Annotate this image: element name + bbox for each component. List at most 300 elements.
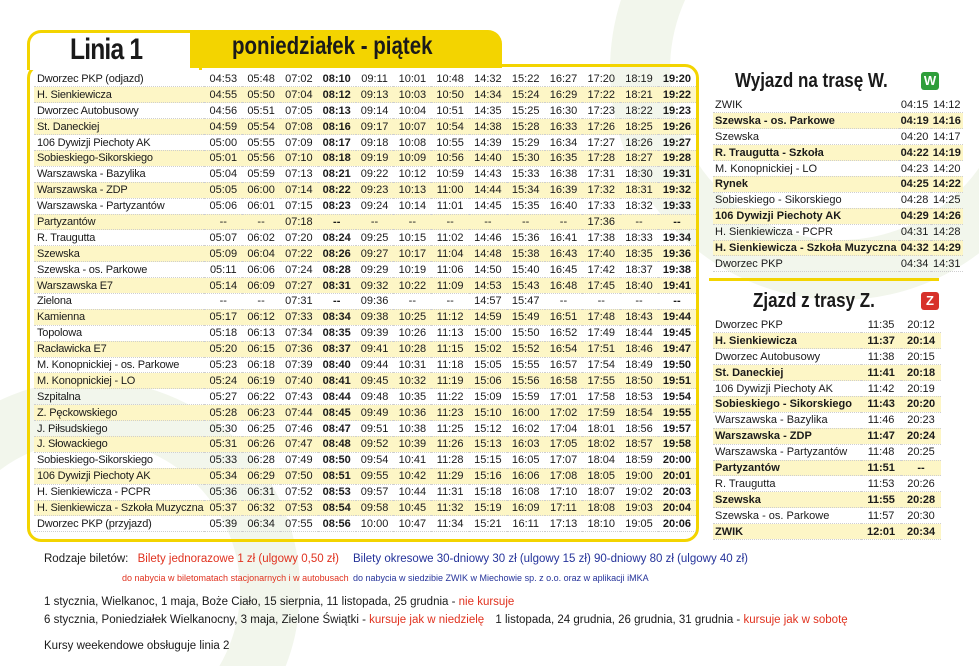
departure-time: 14:32 [469, 71, 507, 87]
departure-time: 14:26 [932, 210, 961, 223]
departure-time: 05:23 [204, 357, 242, 373]
departure-time: 11:02 [431, 230, 469, 246]
departure-time: 05:01 [204, 150, 242, 166]
single-tickets: Bilety jednorazowe 1 zł (ulgowy 0,50 zł) [137, 553, 339, 565]
table-row [34, 103, 696, 119]
departure-time: 18:50 [620, 373, 658, 389]
table-row [713, 365, 941, 381]
departure-time: 08:28 [318, 262, 356, 278]
table-row [34, 357, 696, 373]
departure-time: 06:29 [242, 468, 280, 484]
departure-time: 11:01 [431, 198, 469, 214]
departure-time: 09:36 [356, 293, 394, 309]
departure-time: 11:29 [431, 468, 469, 484]
departure-time: 19:41 [658, 278, 696, 294]
departure-time: 19:03 [620, 500, 658, 516]
departure-time: 15:38 [507, 246, 545, 262]
departure-time: 20:06 [658, 516, 696, 532]
departure-time: 08:16 [318, 119, 356, 135]
departure-time: 17:31 [582, 166, 620, 182]
departure-time: 10:19 [393, 262, 431, 278]
departure-time: 19:58 [658, 436, 696, 452]
departure-time: 15:22 [507, 71, 545, 87]
departure-time: 07:18 [280, 214, 318, 230]
departure-time: 10:54 [431, 119, 469, 135]
departure-time: 18:26 [620, 135, 658, 151]
return-panel-title: Zjazd z trasy Z. [753, 290, 875, 312]
departure-time: 09:44 [356, 357, 394, 373]
stop-name: 106 Dywizji Piechoty AK [713, 208, 899, 224]
departure-time: 14:17 [931, 129, 963, 145]
departure-time: 07:02 [280, 71, 318, 87]
table-row [34, 516, 696, 532]
departure-time: 18:43 [620, 309, 658, 325]
table-row [34, 468, 696, 484]
departure-time: 10:32 [393, 373, 431, 389]
table-row [34, 484, 696, 500]
tickets-label: Rodzaje biletów: [44, 553, 129, 565]
departure-time: 11:35 [861, 317, 901, 333]
departure-time: 19:44 [658, 309, 696, 325]
departure-time: 14:53 [469, 278, 507, 294]
departure-time: 05:50 [242, 87, 280, 103]
departure-time: 08:48 [318, 436, 356, 452]
departure-time: 15:10 [469, 405, 507, 421]
departure-time: 07:52 [280, 484, 318, 500]
departure-time: 09:55 [356, 468, 394, 484]
departure-time: 04:25 [900, 178, 929, 191]
departure-time: 20:34 [901, 524, 941, 540]
table-row [34, 309, 696, 325]
departure-time: 06:04 [242, 246, 280, 262]
departure-time: 10:51 [431, 103, 469, 119]
departure-time: 18:44 [620, 325, 658, 341]
departure-time: 15:33 [507, 166, 545, 182]
departure-time: 18:01 [582, 421, 620, 437]
departure-time: 07:36 [280, 341, 318, 357]
departure-time: 10:12 [393, 166, 431, 182]
departure-time: 09:54 [356, 452, 394, 468]
table-row [34, 230, 696, 246]
departure-time: 08:34 [318, 309, 356, 325]
stop-name: H. Sienkiewicza - Szkoła Muzyczna [715, 241, 897, 254]
stop-name: Szewska - os. Parkowe [713, 508, 861, 524]
stop-name: Dworzec PKP [713, 256, 899, 272]
table-row [713, 145, 963, 161]
departure-time: 04:32 [900, 241, 929, 254]
days-title: poniedziałek - piątek [232, 32, 433, 60]
stop-name: R. Traugutta [713, 476, 861, 492]
departure-time: 11:06 [431, 262, 469, 278]
table-row [713, 97, 963, 113]
departure-time: 15:16 [469, 468, 507, 484]
departure-time: 15:59 [507, 389, 545, 405]
line-title: Linia 1 [70, 33, 143, 66]
departure-time: 10:31 [393, 357, 431, 373]
departure-time: 15:00 [469, 325, 507, 341]
departure-time: 11:46 [861, 412, 901, 428]
departure-time: 08:35 [318, 325, 356, 341]
departure-time: 05:20 [204, 341, 242, 357]
departure-time: 10:45 [393, 500, 431, 516]
departure-time: 04:20 [899, 129, 931, 145]
departure-time: 17:27 [582, 135, 620, 151]
departure-time: 08:17 [318, 135, 356, 151]
departure-time: 16:33 [545, 119, 583, 135]
departure-time: 05:37 [204, 500, 242, 516]
departure-time: 06:19 [242, 373, 280, 389]
table-row [34, 436, 696, 452]
departure-time: 16:09 [507, 500, 545, 516]
stop-name: Dworzec PKP [713, 317, 861, 333]
departure-time: 16:08 [507, 484, 545, 500]
departure-time: 07:24 [280, 262, 318, 278]
departure-time: 10:50 [431, 87, 469, 103]
stop-name: H. Sienkiewicza - Szkoła Muzyczna [34, 500, 204, 516]
departure-time: 11:31 [431, 484, 469, 500]
departure-time: 17:36 [582, 214, 620, 230]
departure-panel-title: Wyjazd na trasę W. [735, 70, 888, 92]
table-row [34, 198, 696, 214]
departure-time: 07:22 [280, 246, 318, 262]
table-row [34, 182, 696, 198]
departure-time: 04:56 [204, 103, 242, 119]
departure-time: 09:22 [356, 166, 394, 182]
sunday-days: 6 stycznia, Poniedziałek Wielkanocny, 3 maja, Zielone Świątki - [44, 614, 370, 626]
stop-name: R. Traugutta - Szkoła [713, 145, 899, 161]
departure-time: -- [393, 214, 431, 230]
departure-time: 05:54 [242, 119, 280, 135]
main-timetable [34, 71, 696, 532]
departure-time: 18:27 [620, 150, 658, 166]
table-row [34, 389, 696, 405]
table-row [34, 135, 696, 151]
departure-time: 08:40 [318, 357, 356, 373]
departure-time: 17:40 [582, 246, 620, 262]
departure-time: 09:51 [356, 421, 394, 437]
stop-name: Szewska [713, 129, 899, 145]
departure-time: 05:00 [204, 135, 242, 151]
departure-time: 11:22 [431, 389, 469, 405]
sunday-label: kursuje jak w niedzielę [369, 614, 485, 626]
departure-time: 11:55 [861, 492, 901, 508]
stop-name: J. Piłsudskiego [34, 421, 204, 437]
departure-time: 19:57 [658, 421, 696, 437]
departure-time: -- [318, 214, 356, 230]
departure-time: 05:51 [242, 103, 280, 119]
departure-time: 19:00 [620, 468, 658, 484]
departure-time: 15:19 [469, 500, 507, 516]
departure-time: 08:23 [318, 198, 356, 214]
stop-name: St. Daneckiej [34, 119, 204, 135]
departure-time: 11:43 [861, 396, 901, 412]
departure-time: 09:48 [356, 389, 394, 405]
table-row [713, 333, 941, 349]
table-row [713, 428, 941, 444]
departure-time: 19:38 [658, 262, 696, 278]
departure-time: 08:18 [318, 150, 356, 166]
departure-time: 20:20 [901, 396, 941, 412]
departure-time: -- [620, 214, 658, 230]
stop-name: J. Słowackiego [34, 436, 204, 452]
table-row [713, 240, 963, 256]
departure-time: 09:57 [356, 484, 394, 500]
table-row [713, 396, 941, 412]
departure-time: 16:51 [545, 309, 583, 325]
departure-time: 17:28 [582, 150, 620, 166]
departure-time: 05:24 [204, 373, 242, 389]
departure-time: 20:14 [901, 333, 941, 349]
departure-time: 06:02 [242, 230, 280, 246]
departure-time: 16:40 [545, 198, 583, 214]
departure-time: 08:21 [318, 166, 356, 182]
departure-time: 10:07 [393, 119, 431, 135]
departure-time: 16:30 [545, 103, 583, 119]
departure-time: 04:22 [900, 146, 929, 159]
departure-time: -- [469, 214, 507, 230]
stop-name: Szewska [34, 246, 204, 262]
table-row [34, 500, 696, 516]
departure-time: 20:12 [901, 317, 941, 333]
departure-time: 10:26 [393, 325, 431, 341]
departure-time: 19:27 [658, 135, 696, 151]
departure-time: 18:04 [582, 452, 620, 468]
table-row [34, 166, 696, 182]
departure-time: 07:49 [280, 452, 318, 468]
departure-time: 14:44 [469, 182, 507, 198]
departure-time: 10:38 [393, 421, 431, 437]
departure-time: 18:22 [620, 103, 658, 119]
departure-time: 10:03 [393, 87, 431, 103]
departure-time: 15:09 [469, 389, 507, 405]
departure-time: 17:55 [582, 373, 620, 389]
departure-time: 09:17 [356, 119, 394, 135]
departure-time: 16:03 [507, 436, 545, 452]
departure-time: 14:19 [932, 146, 961, 159]
departure-time: -- [545, 293, 583, 309]
departure-time: 07:50 [280, 468, 318, 484]
departure-time: -- [356, 214, 394, 230]
table-row [713, 129, 963, 145]
departure-time: 20:04 [658, 500, 696, 516]
table-row [713, 256, 963, 272]
table-row [713, 224, 963, 240]
stop-name: M. Konopnickiej - os. Parkowe [34, 357, 204, 373]
departure-time: -- [204, 293, 242, 309]
departure-time: 18:07 [582, 484, 620, 500]
departure-time: 09:27 [356, 246, 394, 262]
table-row [713, 161, 963, 177]
departure-time: 17:02 [545, 405, 583, 421]
departure-time: 11:53 [861, 476, 901, 492]
departure-time: 14:22 [932, 178, 961, 191]
table-row [34, 373, 696, 389]
departure-time: 19:45 [658, 325, 696, 341]
table-row [713, 317, 941, 333]
departure-time: 07:55 [280, 516, 318, 532]
departure-panel [709, 69, 961, 272]
departure-time: 15:49 [507, 309, 545, 325]
departure-time: 08:12 [318, 87, 356, 103]
departure-time: 06:15 [242, 341, 280, 357]
departure-time: 14:28 [931, 224, 963, 240]
departure-time: 08:53 [318, 484, 356, 500]
departure-time: 16:35 [545, 150, 583, 166]
departure-time: -- [393, 293, 431, 309]
stop-name: Racławicka E7 [34, 341, 204, 357]
departure-time: 10:59 [431, 166, 469, 182]
departure-time: 09:38 [356, 309, 394, 325]
departure-time: 11:57 [861, 508, 901, 524]
departure-time: 06:26 [242, 436, 280, 452]
departure-time: 15:43 [507, 278, 545, 294]
departure-time: 05:18 [204, 325, 242, 341]
stop-name: Szpitalna [34, 389, 204, 405]
departure-time: 09:52 [356, 436, 394, 452]
departure-time: 09:19 [356, 150, 394, 166]
departure-time: 16:02 [507, 421, 545, 437]
departure-time: 10:35 [393, 389, 431, 405]
departure-time: 09:13 [356, 87, 394, 103]
departure-time: 14:38 [469, 119, 507, 135]
departure-time: 18:35 [620, 246, 658, 262]
departure-time: 14:12 [931, 97, 963, 113]
period-tickets-note: do nabycia w siedzibie ZWIK w Miechowie sp. z o.o. oraz w aplikacji iMKA [353, 573, 649, 583]
departure-time: 17:38 [582, 230, 620, 246]
departure-time: 07:34 [280, 325, 318, 341]
departure-time: 18:46 [620, 341, 658, 357]
departure-time: 17:45 [582, 278, 620, 294]
departure-time: 17:26 [582, 119, 620, 135]
departure-time: 05:04 [204, 166, 242, 182]
departure-time: 07:33 [280, 309, 318, 325]
departure-time: 07:39 [280, 357, 318, 373]
departure-time: -- [431, 293, 469, 309]
departure-time: 16:05 [507, 452, 545, 468]
departure-time: 17:48 [582, 309, 620, 325]
stop-name: Sobieskiego-Sikorskiego [34, 452, 204, 468]
departure-time: 04:29 [900, 210, 929, 223]
departure-time: 19:34 [658, 230, 696, 246]
departure-time: 16:41 [545, 230, 583, 246]
departure-time: 17:07 [545, 452, 583, 468]
departure-time: 04:28 [899, 192, 931, 208]
departure-time: 16:45 [545, 262, 583, 278]
departure-time: 09:49 [356, 405, 394, 421]
departure-time: 20:00 [658, 452, 696, 468]
departure-time: 09:23 [356, 182, 394, 198]
departure-time: 11:26 [431, 436, 469, 452]
departure-time: 17:42 [582, 262, 620, 278]
departure-time: 07:43 [280, 389, 318, 405]
departure-time: 10:39 [393, 436, 431, 452]
departure-time: 07:44 [280, 405, 318, 421]
table-row [34, 293, 696, 309]
departure-time: 11:41 [861, 365, 901, 381]
departure-time: 07:10 [280, 150, 318, 166]
departure-time: 19:22 [658, 87, 696, 103]
table-row [34, 119, 696, 135]
departure-time: 16:06 [507, 468, 545, 484]
departure-time: 15:36 [507, 230, 545, 246]
departure-time: 15:50 [507, 325, 545, 341]
departure-time: 10:48 [431, 71, 469, 87]
departure-time: 08:47 [318, 421, 356, 437]
departure-time: 11:04 [431, 246, 469, 262]
departure-time: 08:13 [318, 103, 356, 119]
departure-time: 19:55 [658, 405, 696, 421]
stop-name: M. Konopnickiej - LO [34, 373, 204, 389]
table-row [34, 341, 696, 357]
departure-time: 16:38 [545, 166, 583, 182]
departure-time: 05:11 [204, 262, 242, 278]
departure-time: 14:29 [932, 241, 961, 254]
departure-time: 14:50 [469, 262, 507, 278]
departure-time: 19:32 [658, 182, 696, 198]
departure-time: 05:28 [204, 405, 242, 421]
departure-time: 11:15 [431, 341, 469, 357]
departure-time: 19:54 [658, 389, 696, 405]
departure-time: 06:31 [242, 484, 280, 500]
return-table [713, 317, 941, 540]
saturday-label: kursuje jak w sobotę [743, 614, 848, 626]
table-row [713, 508, 941, 524]
departure-time: 08:56 [318, 516, 356, 532]
table-row [713, 524, 941, 540]
departure-time: 06:18 [242, 357, 280, 373]
departure-time: 05:05 [204, 182, 242, 198]
departure-time: 10:22 [393, 278, 431, 294]
departure-time: 10:00 [356, 516, 394, 532]
departure-time: 10:14 [393, 198, 431, 214]
weekend-note: Kursy weekendowe obsługuje linia 2 [44, 640, 230, 652]
departure-time: -- [242, 293, 280, 309]
departure-time: 16:39 [545, 182, 583, 198]
no-service-label: nie kursuje [458, 596, 515, 608]
departure-time: 06:28 [242, 452, 280, 468]
table-row [34, 325, 696, 341]
departure-time: 18:21 [620, 87, 658, 103]
departure-time: 15:28 [507, 119, 545, 135]
departure-time: 15:34 [507, 182, 545, 198]
table-row [713, 444, 941, 460]
departure-time: 16:00 [507, 405, 545, 421]
departure-time: 15:15 [469, 452, 507, 468]
departure-time: 15:55 [507, 357, 545, 373]
departure-time: 14:48 [469, 246, 507, 262]
departure-time: 17:20 [582, 71, 620, 87]
departure-time: 10:47 [393, 516, 431, 532]
table-row [713, 349, 941, 365]
stop-name: Szewska [713, 492, 861, 508]
departure-time: 04:23 [899, 161, 931, 177]
departure-time: 05:27 [204, 389, 242, 405]
departure-time: 09:45 [356, 373, 394, 389]
departure-time: 11:12 [431, 309, 469, 325]
departure-time: 18:25 [620, 119, 658, 135]
departure-time: 19:33 [658, 198, 696, 214]
departure-time: 19:28 [658, 150, 696, 166]
departure-time: 14:16 [932, 114, 961, 127]
departure-time: 10:42 [393, 468, 431, 484]
departure-time: 16:27 [545, 71, 583, 87]
departure-time: 14:20 [931, 161, 963, 177]
departure-time: 14:34 [469, 87, 507, 103]
departure-time: 15:06 [469, 373, 507, 389]
return-panel-header [709, 289, 943, 317]
stop-name: Topolowa [34, 325, 204, 341]
departure-time: 19:02 [620, 484, 658, 500]
